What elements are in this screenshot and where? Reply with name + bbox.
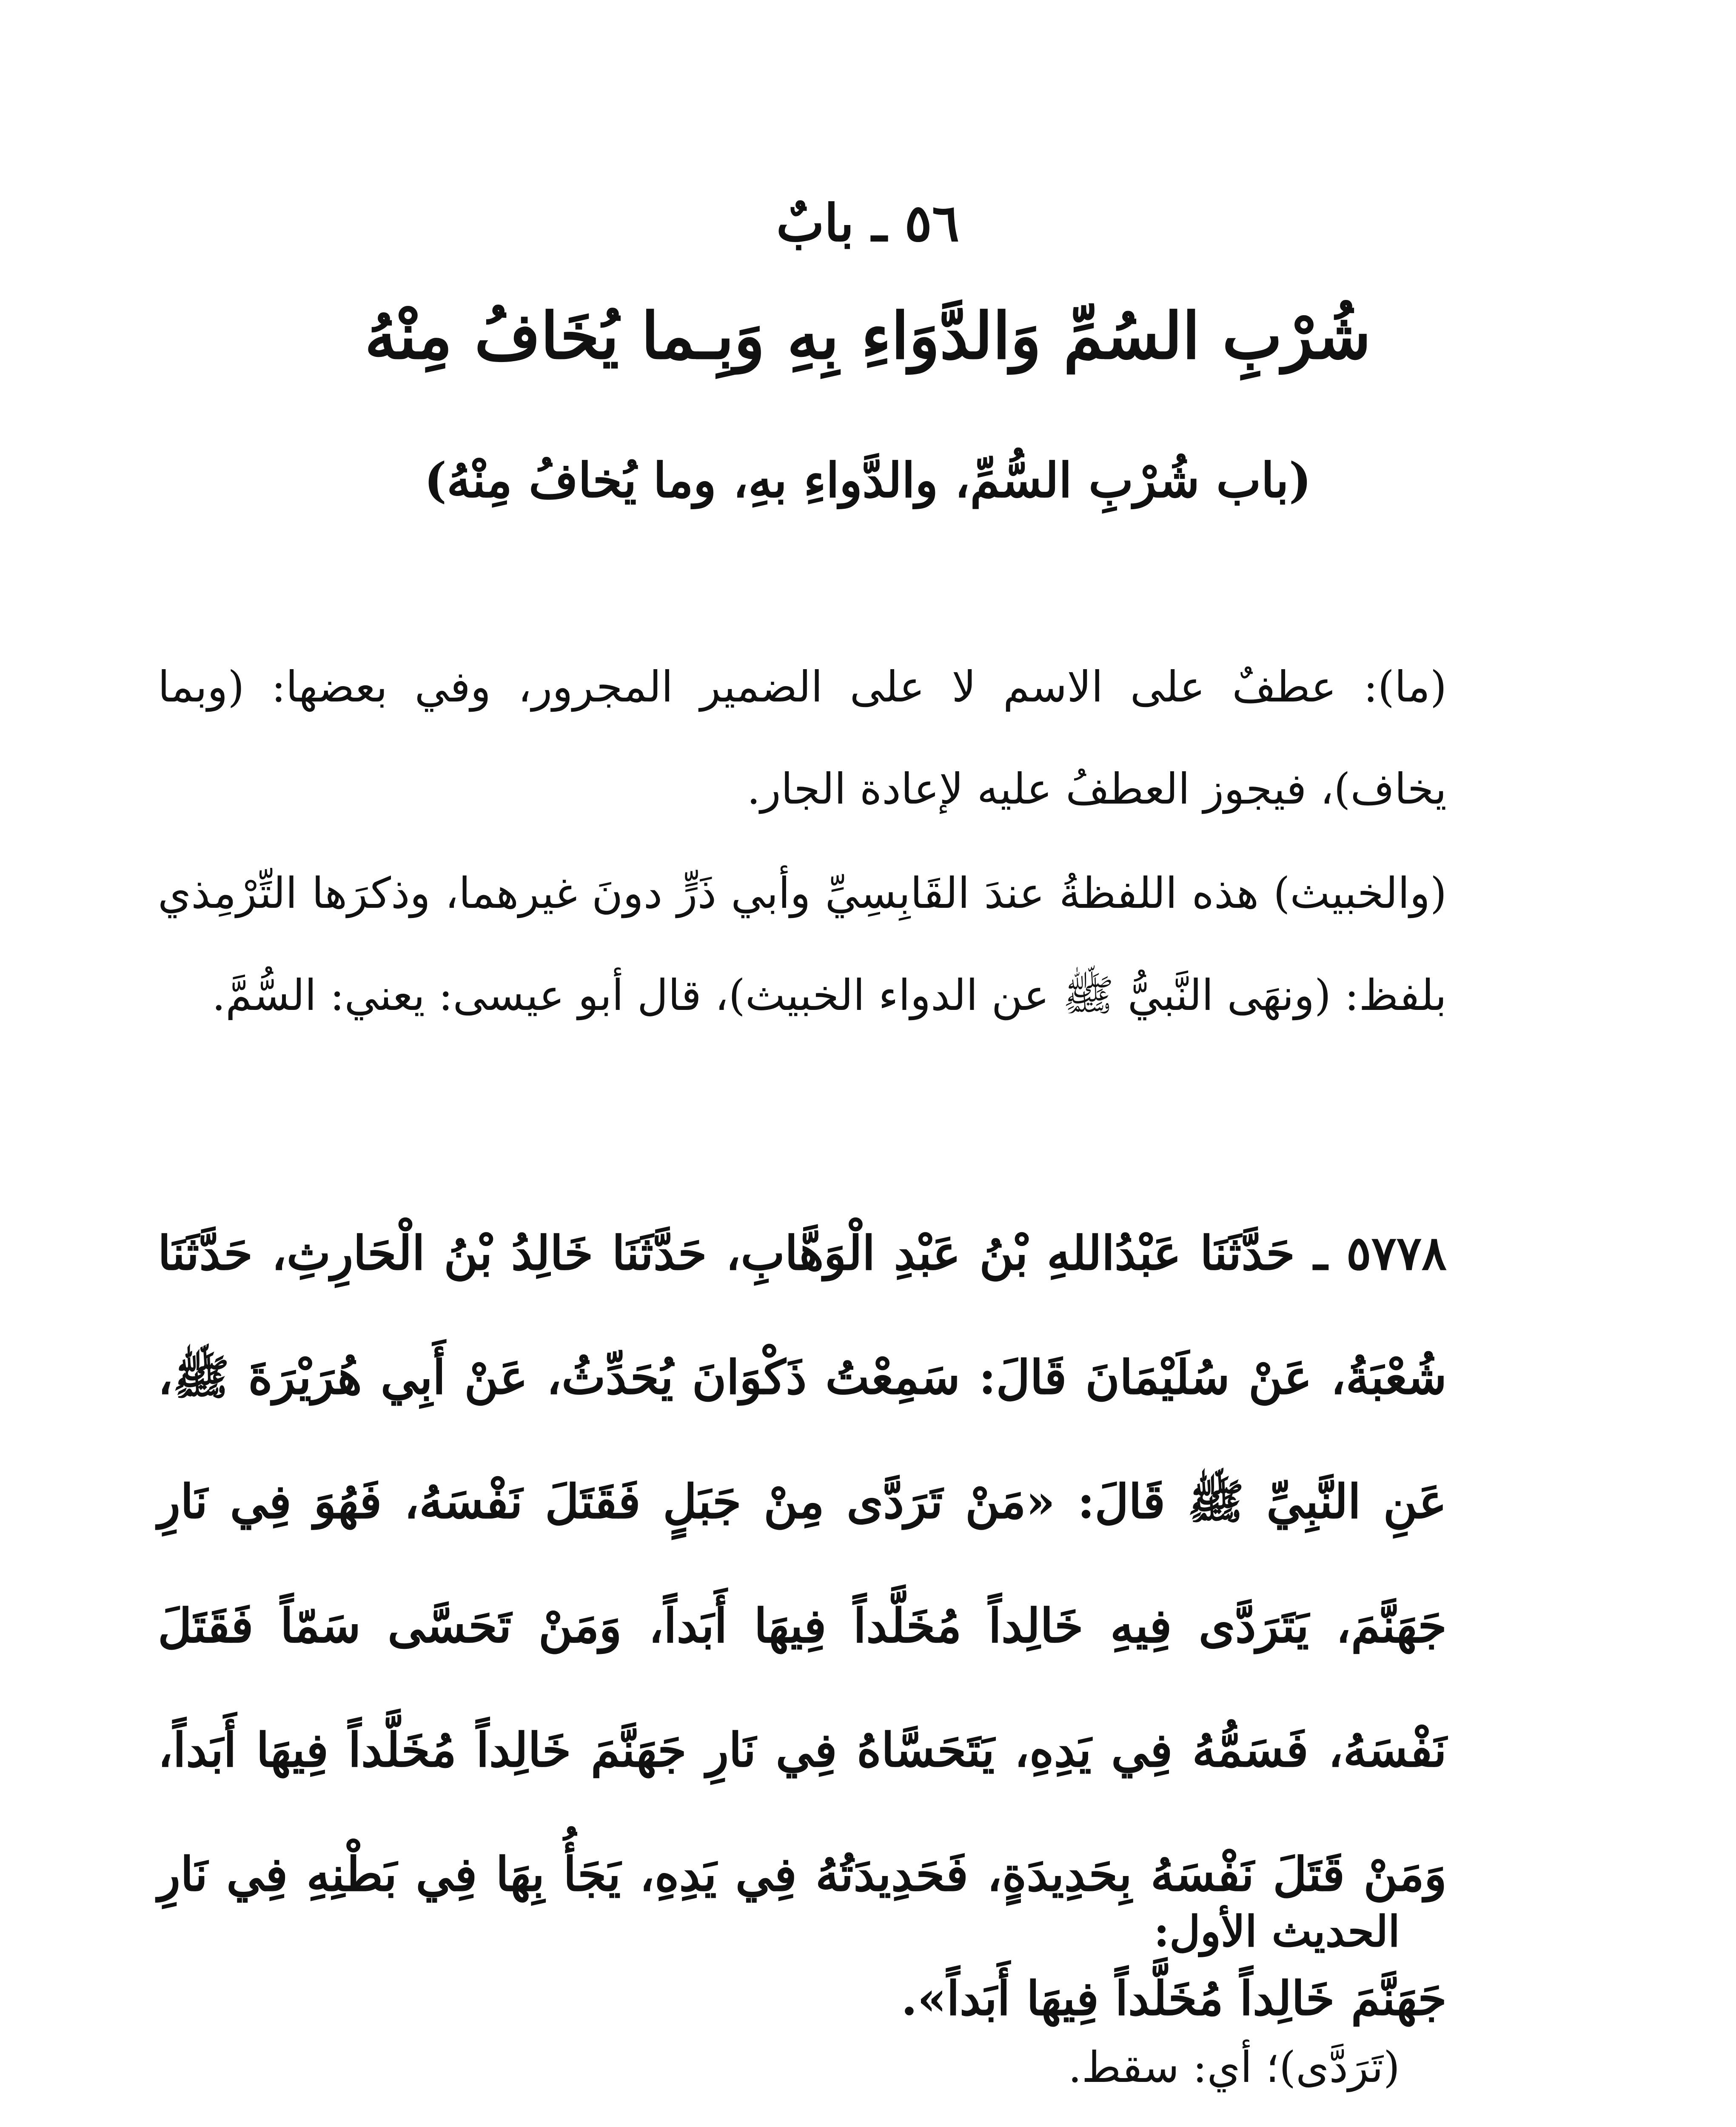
- chapter-subtitle: (باب شُرْبِ السُّمِّ، والدَّواءِ بهِ، وما يُخافُ مِنْهُ): [424, 453, 1311, 508]
- chapter-number: ٥٦ ـ بابٌ: [776, 193, 960, 253]
- commentary-paragraph: (ما): عطفٌ على الاسم لا على الضمير المجرور، وفي بعضها: (وبما يخاف)، فيجوز العطفُ عليه لإعادة الجار.: [158, 662, 1447, 814]
- section-label: الحديث الأول:: [1154, 1906, 1400, 1956]
- commentary-paragraph: (والخبيث) هذه اللفظةُ عندَ القَابِسِيِّ وأبي ذَرٍّ دونَ غيرهما، وذكرَها التِّرْمِذي بلفظ: (ونهَى النَّبيُّ ﷺ عن الدواء الخبيث)، قال أبو عيسى: يعني: السُّمَّ.: [158, 868, 1447, 1020]
- note-line: (تَرَدَّى)؛ أي: سقط.: [1068, 2042, 1400, 2092]
- hadith-text: ٥٧٧٨ ـ حَدَّثَنَا عَبْدُاللهِ بْنُ عَبْدِ الْوَهَّابِ، حَدَّثَنَا خَالِدُ بْنُ الْحَارِثِ، حَدَّثَنَا شُعْبَةُ، عَنْ سُلَيْمَانَ قَالَ: سَمِعْتُ ذَكْوَانَ يُحَدِّثُ، عَنْ أَبِي هُرَيْرَةَ ﷺ، عَنِ النَّبِيِّ ﷺ قَالَ: «مَنْ تَرَدَّى مِنْ جَبَلٍ فَقَتَلَ نَفْسَهُ، فَهُوَ فِي نَارِ جَهَنَّمَ، يَتَرَدَّى فِيهِ خَالِداً مُخَلَّداً فِيهَا أَبَداً، وَمَنْ تَحَسَّى سَمّاً فَقَتَلَ نَفْسَهُ، فَسَمُّهُ فِي يَدِهِ، يَتَحَسَّاهُ فِي نَارِ جَهَنَّمَ خَالِداً مُخَلَّداً فِيهَا أَبَداً، وَمَنْ قَتَلَ نَفْسَهُ بِحَدِيدَةٍ، فَحَدِيدَتُهُ فِي يَدِهِ، يَجَأُ بِهَا فِي بَطْنِهِ فِي نَارِ جَهَنَّمَ خَالِداً مُخَلَّداً فِيهَا أَبَداً».: [158, 1226, 1447, 2026]
- chapter-title: شُرْبِ السُمِّ وَالدَّوَاءِ بِهِ وَبِـما يُخَافُ مِنْهُ: [365, 299, 1371, 374]
